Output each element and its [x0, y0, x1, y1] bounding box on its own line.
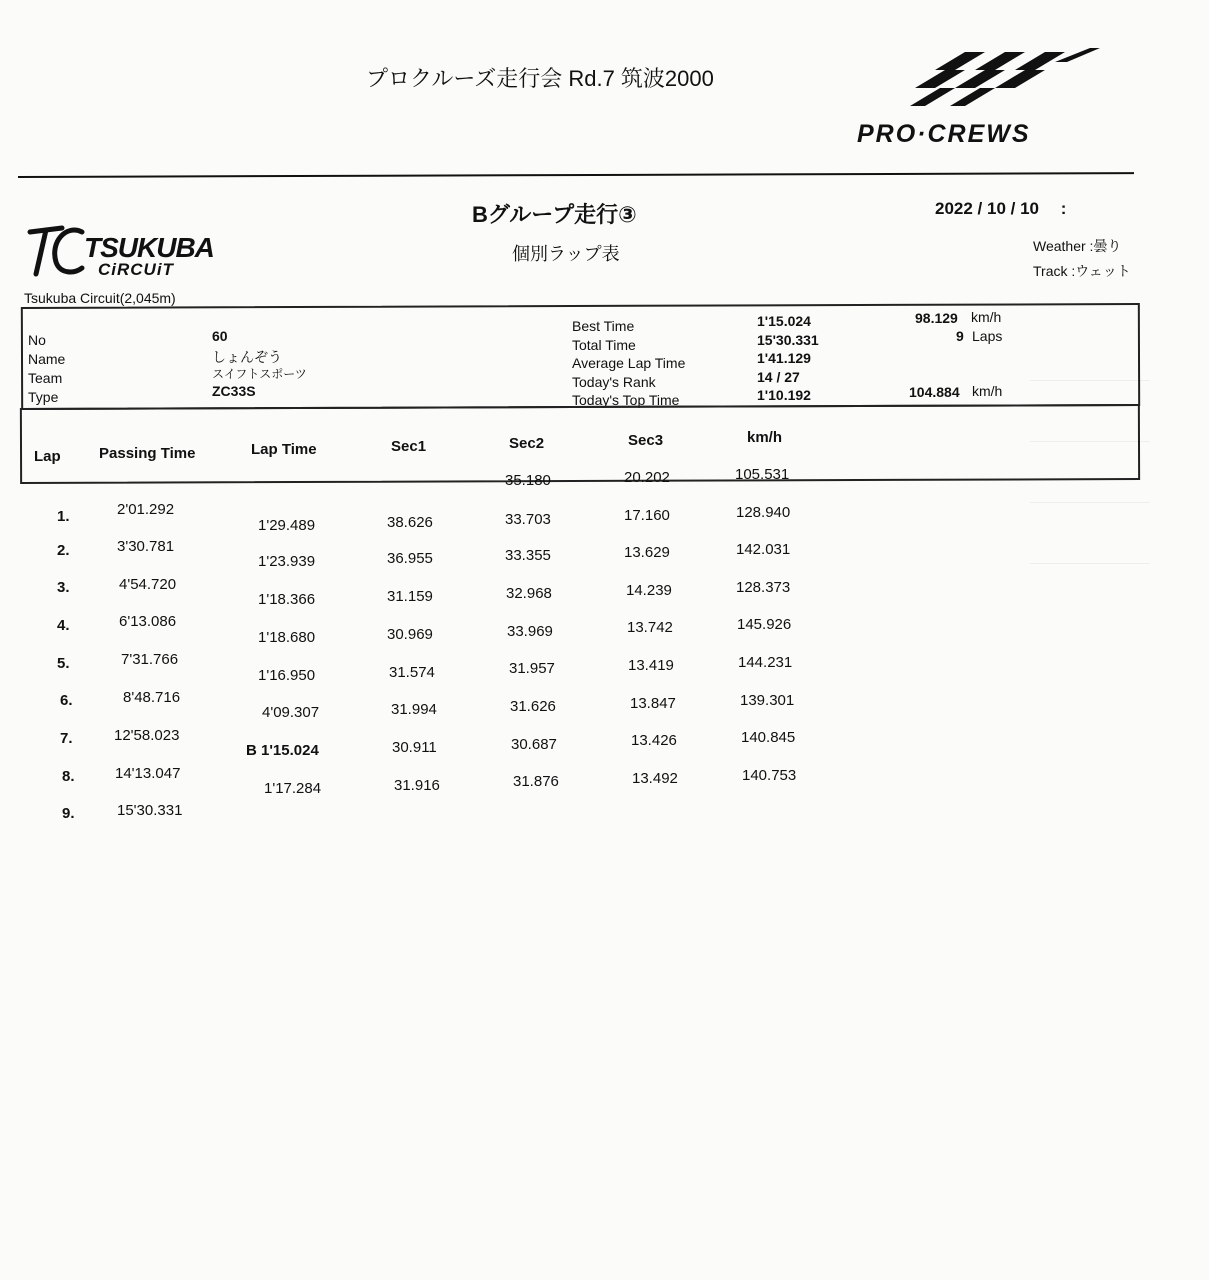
track-info: Track :ウェット — [1033, 263, 1131, 279]
lap-count-unit: Laps — [972, 328, 1003, 344]
average-lap-time: 1'41.129 — [757, 350, 811, 366]
sec3: 17.160 — [624, 507, 670, 524]
sec3: 13.492 — [632, 770, 678, 787]
brand-wordmark: PRO·CREWS — [857, 120, 1031, 148]
sec1: 31.159 — [387, 588, 433, 605]
no-label: No — [28, 332, 46, 348]
speed-kmh: 145.926 — [737, 616, 792, 633]
col-sec1: Sec1 — [391, 438, 427, 455]
checkered-flag-icon — [855, 40, 1135, 120]
total-time-label: Total Time — [572, 337, 636, 353]
sec2: 31.876 — [513, 773, 559, 790]
passing-time: 6'13.086 — [119, 613, 177, 630]
lap-number: 4. — [57, 617, 70, 634]
col-sec2: Sec2 — [509, 435, 545, 452]
sec1: 30.911 — [392, 739, 437, 756]
sec3: 13.419 — [628, 657, 674, 674]
lap-time: 1'16.950 — [258, 667, 316, 684]
col-lap: Lap — [34, 448, 61, 465]
best-speed: 98.129 — [915, 310, 958, 326]
sec1: 31.994 — [391, 701, 437, 718]
best-lap-time: B 1'15.024 — [246, 742, 319, 759]
speed-kmh: 128.940 — [736, 504, 791, 521]
top-speed-unit: km/h — [972, 383, 1003, 399]
col-passing-time: Passing Time — [99, 445, 196, 462]
best-speed-unit: km/h — [971, 309, 1002, 325]
lap-time: 1'23.939 — [258, 553, 316, 570]
header-rule — [18, 172, 1134, 178]
intro-kmh: 105.531 — [735, 466, 790, 483]
sec3: 13.426 — [631, 732, 677, 749]
sec2: 31.957 — [509, 660, 555, 677]
lap-number: 2. — [57, 542, 70, 559]
passing-time: 7'31.766 — [121, 651, 179, 668]
sec3: 14.239 — [626, 582, 672, 599]
passing-time: 4'54.720 — [119, 576, 177, 593]
sec1: 31.574 — [389, 664, 435, 681]
best-time: 1'15.024 — [757, 313, 811, 329]
sec3: 13.847 — [630, 695, 676, 712]
session-date: 2022 / 10 / 10 : — [935, 199, 1067, 218]
col-kmh: km/h — [747, 429, 783, 446]
intro-sec3: 20.202 — [624, 469, 670, 486]
average-lap-label: Average Lap Time — [572, 355, 686, 371]
intro-sec2: 35.180 — [505, 472, 551, 489]
top-time-label: Today's Top Time — [572, 392, 680, 408]
circuit-length: Tsukuba Circuit(2,045m) — [24, 290, 176, 306]
circuit-wordmark: CiRCUiT — [98, 260, 174, 279]
sec1: 36.955 — [387, 550, 433, 567]
todays-top-time: 1'10.192 — [757, 387, 811, 403]
col-sec3: Sec3 — [628, 432, 664, 449]
car-type: ZC33S — [212, 383, 256, 399]
lap-time: 1'18.366 — [258, 591, 316, 608]
col-lap-time: Lap Time — [251, 441, 317, 458]
passing-time: 2'01.292 — [117, 501, 175, 518]
lap-table-header-box — [20, 404, 1140, 484]
sheet-name: 個別ラップ表 — [512, 244, 620, 264]
lap-time: 1'29.489 — [258, 517, 316, 534]
lap-count: 9 — [956, 328, 964, 344]
tsukuba-wordmark: TSUKUBA — [84, 232, 214, 263]
pro-crews-logo — [855, 40, 1135, 155]
speed-kmh: 142.031 — [736, 541, 791, 558]
team-label: Team — [28, 370, 63, 386]
lap-number: 3. — [57, 579, 70, 596]
lap-time: 4'09.307 — [262, 704, 320, 721]
speed-kmh: 140.845 — [741, 729, 796, 746]
name-label: Name — [28, 351, 66, 367]
sec1: 38.626 — [387, 514, 433, 531]
lap-number: 1. — [57, 508, 70, 525]
sec2: 31.626 — [510, 698, 556, 715]
lap-number: 7. — [60, 730, 73, 747]
speed-kmh: 139.301 — [740, 692, 795, 709]
team-name: スイフトスポーツ — [212, 367, 307, 381]
weather-info: Weather :曇り — [1033, 238, 1122, 254]
passing-time: 8'48.716 — [123, 689, 181, 706]
speed-kmh: 140.753 — [742, 767, 797, 784]
lap-number: 8. — [62, 768, 75, 785]
session-title: Bグループ走行③ — [472, 202, 637, 227]
passing-time: 3'30.781 — [117, 538, 175, 555]
speed-kmh: 144.231 — [738, 654, 793, 671]
event-title: プロクルーズ走行会 Rd.7 筑波2000 — [366, 66, 714, 91]
sec2: 33.969 — [507, 623, 553, 640]
sec2: 33.703 — [505, 511, 551, 528]
speed-kmh: 128.373 — [736, 579, 791, 596]
driver-name: しょんぞう — [212, 349, 282, 365]
todays-rank: 14 / 27 — [757, 369, 800, 385]
sec1: 30.969 — [387, 626, 433, 643]
lap-number: 5. — [57, 655, 70, 672]
lap-number: 6. — [60, 692, 73, 709]
passing-time: 15'30.331 — [117, 802, 183, 819]
passing-time: 14'13.047 — [115, 765, 181, 782]
lap-number: 9. — [62, 805, 75, 822]
passing-time: 12'58.023 — [114, 727, 180, 744]
sec3: 13.629 — [624, 544, 670, 561]
sec2: 32.968 — [506, 585, 552, 602]
total-time: 15'30.331 — [757, 332, 819, 348]
top-speed: 104.884 — [909, 384, 960, 400]
lap-time: 1'18.680 — [258, 629, 316, 646]
sec2: 30.687 — [511, 736, 557, 753]
todays-rank-label: Today's Rank — [572, 374, 656, 390]
sec1: 31.916 — [394, 777, 440, 794]
sec2: 33.355 — [505, 547, 551, 564]
sec3: 13.742 — [627, 619, 673, 636]
type-label: Type — [28, 389, 59, 405]
tsukuba-tc-logo-icon — [26, 218, 86, 282]
best-time-label: Best Time — [572, 318, 635, 334]
car-number: 60 — [212, 328, 228, 344]
lap-time: 1'17.284 — [264, 780, 322, 797]
